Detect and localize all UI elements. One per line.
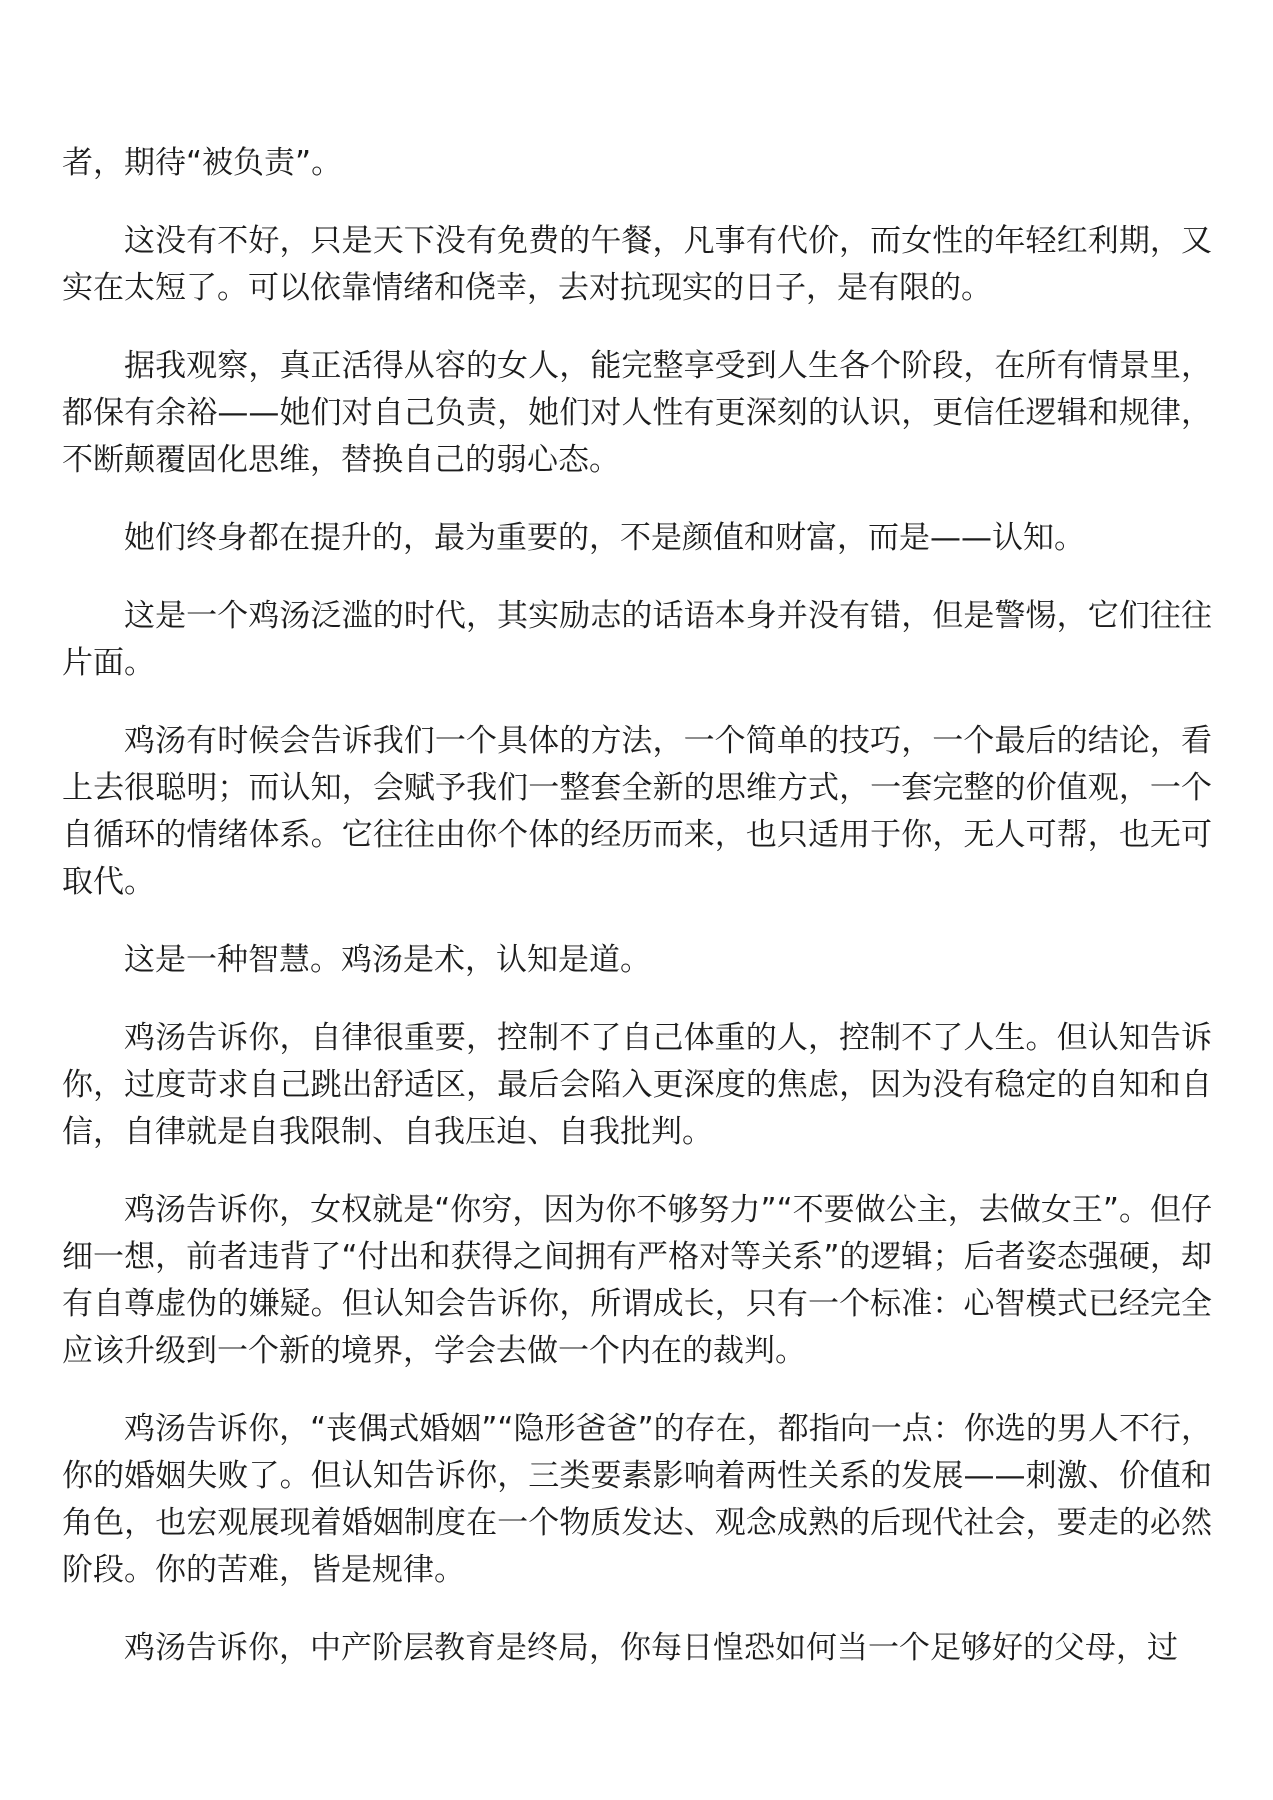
- paragraph-6: 鸡汤有时候会告诉我们一个具体的方法，一个简单的技巧，一个最后的结论，看上去很聪明；而认知，会赋予我们一整套全新的思维方式，一套完整的价值观，一个自循环的情绪体系。它往往由你个体的经历而来，也只适用于你，无人可帮，也无可取代。: [62, 723, 1212, 900]
- document-page: [62, 140, 1212, 1703]
- paragraph-2: 这没有不好，只是天下没有免费的午餐，凡事有代价，而女性的年轻红利期，又实在太短了。可以依靠情绪和侥幸，去对抗现实的日子，是有限的。: [62, 223, 1212, 306]
- paragraph-10: 鸡汤告诉你，“丧偶式婚姻”“隐形爸爸”的存在，都指向一点：你选的男人不行，你的婚姻失败了。但认知告诉你，三类要素影响着两性关系的发展——刺激、价值和角色，也宏观展现着婚姻制度在一个物质发达、观念成熟的后现代社会，要走的必然阶段。你的苦难，皆是规律。: [62, 1411, 1212, 1588]
- paragraph-1: 者，期待“被负责”。: [62, 145, 343, 181]
- paragraph-11: 鸡汤告诉你，中产阶层教育是终局，你每日惶恐如何当一个足够好的父母，过: [124, 1630, 1178, 1666]
- paragraph-4: 她们终身都在提升的，最为重要的，不是颜值和财富，而是——认知。: [124, 520, 1085, 556]
- paragraph-5: 这是一个鸡汤泛滥的时代，其实励志的话语本身并没有错，但是警惕，它们往往片面。: [62, 598, 1212, 681]
- paragraph-3: 据我观察，真正活得从容的女人，能完整享受到人生各个阶段，在所有情景里，都保有余裕——她们对自己负责，她们对人性有更深刻的认识，更信任逻辑和规律，不断颠覆固化思维，替换自己的弱心态。: [62, 348, 1212, 478]
- paragraph-7: 这是一种智慧。鸡汤是术，认知是道。: [124, 942, 651, 978]
- paragraph-9: 鸡汤告诉你，女权就是“你穷，因为你不够努力”“不要做公主，去做女王”。但仔细一想，前者违背了“付出和获得之间拥有严格对等关系”的逻辑；后者姿态强硬，却有自尊虚伪的嫌疑。但认知会告诉你，所谓成长，只有一个标准：心智模式已经完全应该升级到一个新的境界，学会去做一个内在的裁判。: [62, 1192, 1212, 1369]
- paragraph-8: 鸡汤告诉你，自律很重要，控制不了自己体重的人，控制不了人生。但认知告诉你，过度苛求自己跳出舒适区，最后会陷入更深度的焦虑，因为没有稳定的自知和自信，自律就是自我限制、自我压迫、自我批判。: [62, 1020, 1212, 1150]
